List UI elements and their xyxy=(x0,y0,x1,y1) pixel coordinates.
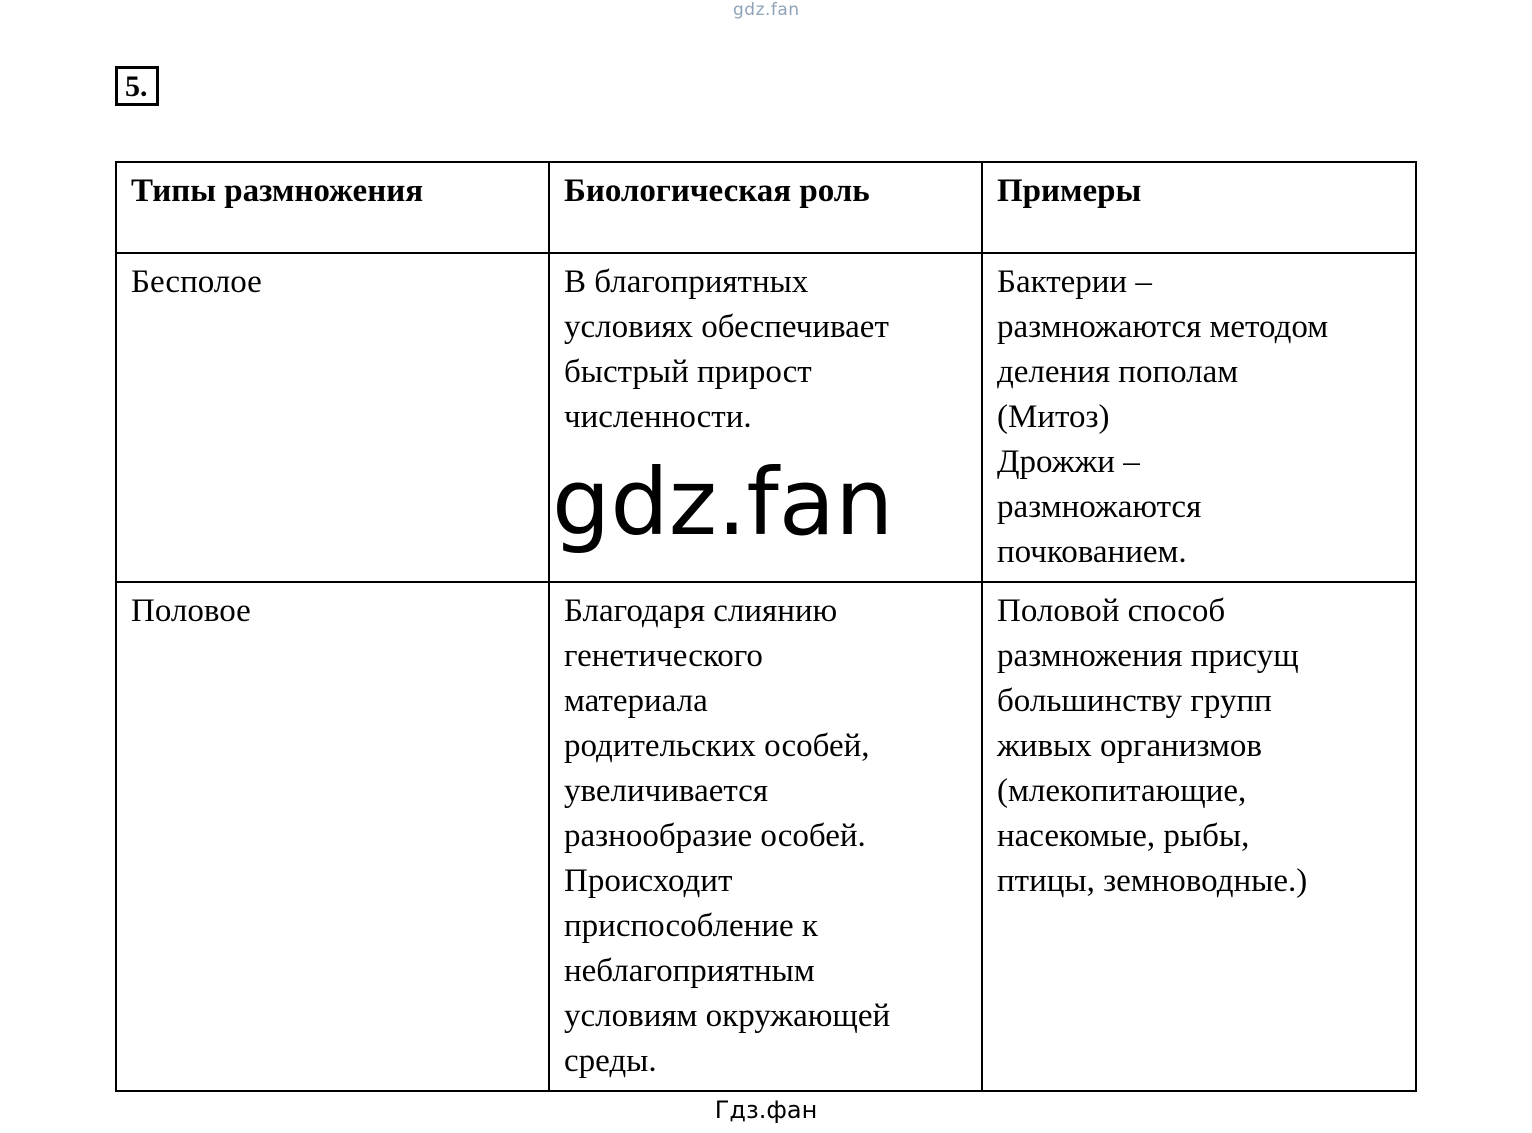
task-number: 5. xyxy=(115,66,159,106)
text-line: почкованием. xyxy=(997,534,1187,570)
text-line: (млекопитающие, xyxy=(997,773,1247,809)
cell-examples xyxy=(982,582,1416,1091)
text-line: птицы, земноводные.) xyxy=(997,863,1308,899)
text-line: Происходит xyxy=(564,863,733,899)
text-line: Половой способ xyxy=(997,593,1226,629)
text-line: условиям окружающей xyxy=(564,998,891,1034)
text-line: размножаются методом xyxy=(997,309,1329,345)
reproduction-table xyxy=(115,161,1417,1092)
text-line: большинству групп xyxy=(997,683,1272,719)
text-line: разнообразие особей. xyxy=(564,818,866,854)
text-line: приспособление к xyxy=(564,908,818,944)
text-line: условиях обеспечивает xyxy=(564,309,889,345)
text-line: численности. xyxy=(564,399,752,435)
text-line: размножаются xyxy=(997,489,1202,525)
text-line: деления пополам xyxy=(997,354,1239,390)
top-watermark: gdz.fan xyxy=(733,0,800,20)
text-line: быстрый прирост xyxy=(564,354,812,390)
table-row xyxy=(116,582,1416,1091)
text-line: неблагоприятным xyxy=(564,953,815,989)
text-line: среды. xyxy=(564,1043,657,1079)
text-line: (Митоз) xyxy=(997,399,1110,435)
table-header-row xyxy=(116,162,1416,253)
text-line: Бактерии – xyxy=(997,264,1152,300)
text-line: В благоприятных xyxy=(564,264,809,300)
text-line: насекомые, рыбы, xyxy=(997,818,1250,854)
center-watermark: gdz.fan xyxy=(552,449,894,556)
text-line: материала xyxy=(564,683,708,719)
bottom-watermark: Гдз.фан xyxy=(714,1096,818,1124)
cell-type: Половое xyxy=(116,582,549,1091)
text-line: Дрожжи – xyxy=(997,444,1140,480)
header-role: Биологическая роль xyxy=(549,162,982,253)
text-line: Благодаря слиянию xyxy=(564,593,838,629)
text-line: увеличивается xyxy=(564,773,769,809)
header-examples: Примеры xyxy=(982,162,1416,253)
cell-role xyxy=(549,582,982,1091)
text-line: живых организмов xyxy=(997,728,1262,764)
cell-type: Бесполое xyxy=(116,253,549,582)
text-line: генетического xyxy=(564,638,763,674)
text-line: размножения присущ xyxy=(997,638,1299,674)
cell-examples xyxy=(982,253,1416,582)
text-line: родительских особей, xyxy=(564,728,870,764)
header-types: Типы размножения xyxy=(116,162,549,253)
